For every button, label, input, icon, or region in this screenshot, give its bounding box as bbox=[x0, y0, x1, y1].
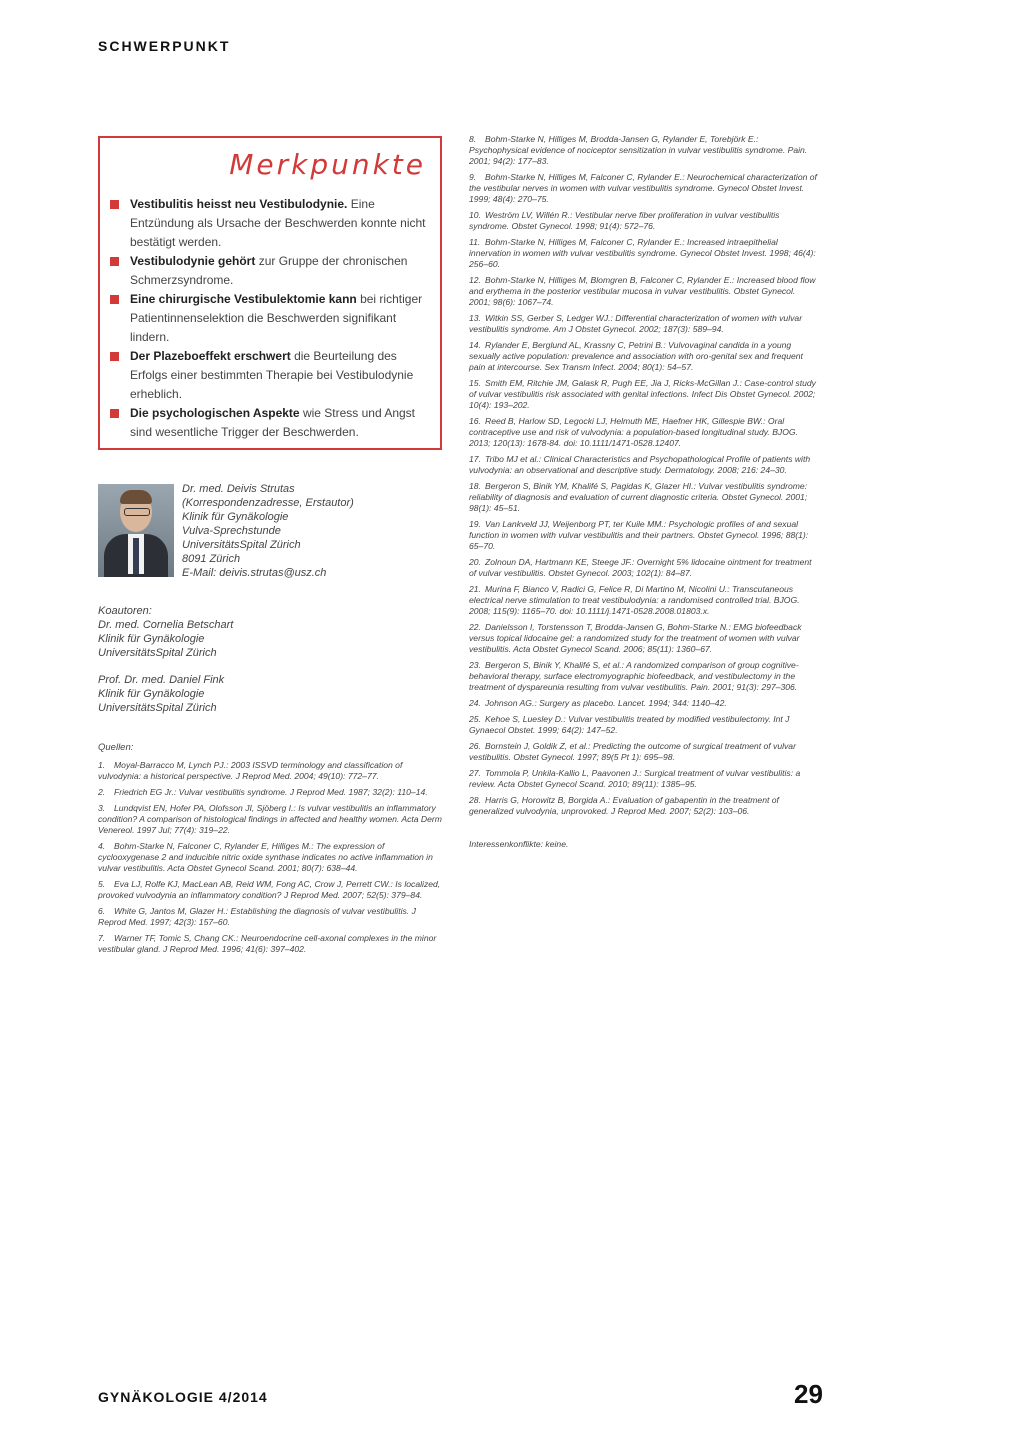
reference-text: Reed B, Harlow SD, Legocki LJ, Helmuth ME, Haefner HK, Gillespie BW.: Oral contraceptive use and risk of vulvodynia: a population-based longitudinal study. BJOG. 2013; 120(13): 1678-84. doi: 10.1111/1471-0528.12407. bbox=[469, 416, 798, 448]
reference-number: 7. bbox=[98, 933, 106, 943]
reference-text: Zolnoun DA, Hartmann KE, Steege JF.: Overnight 5% lidocaine ointment for treatment of vulvar vestibulitis. Obstet Gynecol. 2003; 102(1): 84–87. bbox=[469, 557, 812, 578]
merkpunkt-item bbox=[108, 404, 426, 442]
journal-issue: GYNÄKOLOGIE 4/2014 bbox=[98, 1389, 268, 1405]
reference-text: Bergeron S, Binik Y, Khalifé S, et al.: A randomized comparison of group cognitive-behavioral therapy, surface electromyographic biofeedback, and vestibulectomy in the treatment of dyspareunia resulting from vulvar vestibulitis. Pain. 2001; 91(3): 297–306. bbox=[469, 660, 799, 692]
section-header: SCHWERPUNKT bbox=[98, 38, 231, 54]
author-unit: Vulva-Sprechstunde bbox=[182, 525, 281, 537]
reference-text: Murina F, Bianco V, Radici G, Felice R, Di Martino M, Nicolini U.: Transcutaneous electrical nerve stimulation to treat vestibulodynia: a randomised controlled trial. BJOG. 2008; 115(9): 1165–70. doi: 10.1111/j.1471-0528.2008.01803.x. bbox=[469, 584, 800, 616]
coauthor-hospital: UniversitätsSpital Zürich bbox=[98, 647, 217, 659]
reference-item bbox=[469, 741, 818, 763]
reference-number: 11. bbox=[469, 237, 481, 247]
reference-item bbox=[469, 340, 818, 373]
merkpunkt-text: Eine Entzündung als Ursache der Beschwerden konnte nicht bestätigt werden. bbox=[130, 197, 426, 249]
reference-number: 1. bbox=[98, 760, 106, 770]
reference-number: 6. bbox=[98, 906, 106, 916]
author-city: 8091 Zürich bbox=[182, 553, 241, 565]
reference-text: Moyal-Barracco M, Lynch PJ.: 2003 ISSVD terminology and classification of vulvodynia: a historical perspective. J Reprod Med. 2004; 49(10): 772–77. bbox=[98, 760, 403, 781]
merkpunkt-item bbox=[108, 347, 426, 404]
reference-number: 12. bbox=[469, 275, 481, 285]
reference-number: 24. bbox=[469, 698, 481, 708]
reference-number: 16. bbox=[469, 416, 481, 426]
reference-text: Danielsson I, Torstensson T, Brodda-Jansen G, Bohm-Starke N.: EMG biofeedback versus topical lidocaine gel: a randomized study for the treatment of women with vulvar vestibulitis. Acta Obstet Gynecol Scand. 2006; 85(11): 1360–67. bbox=[469, 622, 802, 654]
reference-text: Eva LJ, Rolfe KJ, MacLean AB, Reid WM, Fong AC, Crow J, Perrett CW.: Is localized, provoked vulvodynia an inflammatory condition? J Reprod Med. 2007; 52(5): 379–84. bbox=[98, 879, 441, 900]
merkpunkt-item bbox=[108, 252, 426, 290]
reference-item bbox=[98, 803, 446, 836]
reference-number: 2. bbox=[98, 787, 106, 797]
author-photo bbox=[98, 484, 174, 577]
conflict-of-interest: Interessenkonflikte: keine. bbox=[469, 839, 569, 849]
reference-item bbox=[469, 237, 818, 270]
reference-text: Bohm-Starke N, Falconer C, Rylander E, Hilliges M.: The expression of cyclooxygenase 2 and inducible nitric oxide synthase indicates no active inflammation in vulvar vestibulitis. Acta Obstet Gynecol Scand. 2001; 80(7): 638–44. bbox=[98, 841, 433, 873]
merkpunkt-item bbox=[108, 195, 426, 252]
reference-text: Lundqvist EN, Hofer PA, Olofsson JI, Sjöberg I.: Is vulvar vestibulitis an inflammatory condition? A comparison of histological findings in affected and healthy women. Acta Derm Venereol. 1997 Jul; 77(4): 319–22. bbox=[98, 803, 442, 835]
reference-item bbox=[98, 841, 446, 874]
reference-number: 14. bbox=[469, 340, 481, 350]
reference-item bbox=[98, 760, 446, 782]
reference-number: 17. bbox=[469, 454, 481, 464]
reference-item bbox=[469, 210, 818, 232]
reference-number: 13. bbox=[469, 313, 481, 323]
reference-text: Harris G, Horowitz B, Borgida A.: Evaluation of gabapentin in the treatment of generalized vulvodynia, unprovoked. J Reprod Med. 2007; 52(2): 103–06. bbox=[469, 795, 779, 816]
reference-text: Johnson AG.: Surgery as placebo. Lancet. 1994; 344: 1140–42. bbox=[485, 698, 727, 708]
reference-number: 19. bbox=[469, 519, 481, 529]
reference-item bbox=[98, 787, 446, 798]
reference-item bbox=[469, 795, 818, 817]
reference-number: 20. bbox=[469, 557, 481, 567]
merkpunkt-bold: Die psychologischen Aspekte bbox=[130, 406, 300, 420]
reference-text: Bohm-Starke N, Hilliges M, Falconer C, Rylander E.: Neurochemical characterization of the vestibular nerves in women with vulvar vestibulitis syndrome. Gynecol Obstet Invest. 1999; 48(4): 270–75. bbox=[469, 172, 817, 204]
coauthor-name: Dr. med. Cornelia Betschart bbox=[98, 619, 234, 631]
coauthors-label: Koautoren: bbox=[98, 605, 152, 617]
reference-item bbox=[469, 714, 818, 736]
author-role: (Korrespondenzadresse, Erstautor) bbox=[182, 497, 354, 509]
reference-item bbox=[98, 906, 446, 928]
references-left bbox=[98, 742, 446, 960]
reference-number: 26. bbox=[469, 741, 481, 751]
reference-number: 21. bbox=[469, 584, 481, 594]
merkpunkt-text: zur Gruppe der chronischen Schmerzsyndrome. bbox=[130, 254, 408, 287]
reference-item bbox=[469, 416, 818, 449]
author-info bbox=[182, 482, 354, 580]
coauthor-hospital: UniversitätsSpital Zürich bbox=[98, 702, 217, 714]
reference-text: Weström LV, Willén R.: Vestibular nerve fiber proliferation in vulvar vestibulitis syndrome. Obstet Gynecol. 1998; 91(4): 572–76. bbox=[469, 210, 780, 231]
reference-text: Tribo MJ et al.: Clinical Characteristics and Psychopathological Profile of patients with vulvodynia: an observational and descriptive study. Dermatology. 2008; 216: 24–30. bbox=[469, 454, 811, 475]
reference-item bbox=[469, 519, 818, 552]
square-bullet-icon bbox=[110, 352, 119, 361]
reference-number: 25. bbox=[469, 714, 481, 724]
reference-number: 8. bbox=[469, 134, 477, 144]
reference-text: Friedrich EG Jr.: Vulvar vestibulitis syndrome. J Reprod Med. 1987; 32(2): 110–14. bbox=[114, 787, 428, 797]
reference-item bbox=[469, 768, 818, 790]
references-right bbox=[469, 134, 818, 849]
merkpunkte-list bbox=[108, 195, 426, 442]
reference-item bbox=[469, 584, 818, 617]
author-hospital: UniversitätsSpital Zürich bbox=[182, 539, 301, 551]
reference-text: Smith EM, Ritchie JM, Galask R, Pugh EE, Jia J, Ricks-McGillan J.: Case-control study of vulvar vestibulitis risk associated with genital infections. Infect Dis Obstet Gynecol. 2002; 10(4): 193–202. bbox=[469, 378, 816, 410]
reference-number: 18. bbox=[469, 481, 481, 491]
author-email: E-Mail: deivis.strutas@usz.ch bbox=[182, 567, 327, 579]
author-dept: Klinik für Gynäkologie bbox=[182, 511, 289, 523]
merkpunkt-bold: Vestibulitis heisst neu Vestibulodynie. bbox=[130, 197, 348, 211]
reference-text: Tommola P, Unkila-Kallio L, Paavonen J.: Surgical treatment of vulvar vestibulitis: a review. Acta Obstet Gynecol Scand. 2010; 89(11): 1385–95. bbox=[469, 768, 801, 789]
reference-number: 9. bbox=[469, 172, 477, 182]
reference-item bbox=[98, 933, 446, 955]
reference-text: Bohm-Starke N, Hilliges M, Brodda-Jansen G, Rylander E, Torebjörk E.: Psychophysical evidence of nociceptor sensitization in vulvar vestibulitis syndrome. Pain. 2001; 94(2): 177–83. bbox=[469, 134, 808, 166]
coauthor-dept: Klinik für Gynäkologie bbox=[98, 633, 205, 645]
reference-item bbox=[469, 622, 818, 655]
merkpunkte-box bbox=[98, 136, 442, 450]
reference-text: Bohm-Starke N, Hilliges M, Blomgren B, Falconer C, Rylander E.: Increased blood flow and erythema in the posterior vestibular mucosa in vulvar vestibulitis. Obstet Gynecol. 2001; 98(6): 1067–74. bbox=[469, 275, 816, 307]
reference-item bbox=[469, 275, 818, 308]
reference-number: 22. bbox=[469, 622, 481, 632]
reference-number: 27. bbox=[469, 768, 481, 778]
coauthors-block bbox=[98, 604, 233, 715]
merkpunkt-bold: Vestibulodynie gehört bbox=[130, 254, 256, 268]
square-bullet-icon bbox=[110, 257, 119, 266]
reference-text: Rylander E, Berglund AL, Krassny C, Petrini B.: Vulvovaginal candida in a young sexually active population: prevalence and association with oro-genital sex and frequent pain at intercourse. Sex Transm Infect. 2004; 80(1): 54–57. bbox=[469, 340, 803, 372]
reference-number: 10. bbox=[469, 210, 481, 220]
page-number: 29 bbox=[794, 1379, 823, 1409]
reference-number: 5. bbox=[98, 879, 106, 889]
coauthor-name: Prof. Dr. med. Daniel Fink bbox=[98, 674, 225, 686]
reference-item bbox=[469, 481, 818, 514]
merkpunkt-bold: Der Plazeboeffekt erschwert bbox=[130, 349, 291, 363]
reference-item bbox=[469, 557, 818, 579]
reference-number: 28. bbox=[469, 795, 481, 805]
merkpunkt-bold: Eine chirurgische Vestibulektomie kann bbox=[130, 292, 357, 306]
square-bullet-icon bbox=[110, 409, 119, 418]
merkpunkte-title: Merkpunkte bbox=[229, 148, 426, 181]
merkpunkt-text: die Beurteilung des Erfolgs einer bestimmten Therapie bei Vestibulodynie erheblich. bbox=[130, 349, 414, 401]
reference-item bbox=[469, 378, 818, 411]
reference-item bbox=[469, 698, 818, 709]
reference-item bbox=[469, 134, 818, 167]
reference-item bbox=[469, 454, 818, 476]
coauthor-dept: Klinik für Gynäkologie bbox=[98, 688, 205, 700]
reference-number: 23. bbox=[469, 660, 481, 670]
square-bullet-icon bbox=[110, 200, 119, 209]
reference-number: 15. bbox=[469, 378, 481, 388]
merkpunkt-text: wie Stress und Angst sind wesentliche Trigger der Beschwerden. bbox=[130, 406, 416, 439]
reference-item bbox=[469, 660, 818, 693]
reference-item bbox=[469, 313, 818, 335]
reference-number: 3. bbox=[98, 803, 106, 813]
reference-text: Witkin SS, Gerber S, Ledger WJ.: Differential characterization of women with vulvar vestibulitis syndrome. Am J Obstet Gynecol. 2002; 187(3): 589–94. bbox=[469, 313, 803, 334]
references-heading: Quellen: bbox=[98, 742, 134, 753]
reference-text: Bornstein J, Goldik Z, et al.: Predicting the outcome of surgical treatment of vulvar vestibulitis. Obstet Gynecol. 1997; 89(5 Pt 1): 695–98. bbox=[469, 741, 796, 762]
merkpunkt-item bbox=[108, 290, 426, 347]
reference-text: Kehoe S, Luesley D.: Vulvar vestibulitis treated by modified vestibulectomy. Int J Gynaecol Obstet. 1999; 64(2): 147–52. bbox=[469, 714, 790, 735]
reference-text: Warner TF, Tomic S, Chang CK.: Neuroendocrine cell-axonal complexes in the minor vestibular gland. J Reprod Med. 1996; 41(6): 397–402. bbox=[98, 933, 437, 954]
reference-text: Bohm-Starke N, Hilliges M, Falconer C, Rylander E.: Increased intraepithelial innervation in women with vulvar vestibulitis syndrome. Gynecol Obstet Invest. 1998; 46(4): 256–60. bbox=[469, 237, 816, 269]
square-bullet-icon bbox=[110, 295, 119, 304]
reference-number: 4. bbox=[98, 841, 106, 851]
reference-text: White G, Jantos M, Glazer H.: Establishing the diagnosis of vulvar vestibulitis. J Reprod Med. 1997; 42(3): 157–60. bbox=[98, 906, 416, 927]
reference-item bbox=[98, 879, 446, 901]
reference-text: Van Lankveld JJ, Weijenborg PT, ter Kuile MM.: Psychologic profiles of and sexual function in women with vulvar vestibulitis and their partners. Obstet Gynecol. 1996; 88(1): 65–70. bbox=[469, 519, 809, 551]
reference-text: Bergeron S, Binik YM, Khalifé S, Pagidas K, Glazer HI.: Vulvar vestibulitis syndrome: reliability of diagnosis and evaluation of current diagnostic criteria. Obstet Gynecol. 2001; 98(1): 45–51. bbox=[469, 481, 808, 513]
merkpunkt-text: bei richtiger Patientinnenselektion die Beschwerden signifikant lindern. bbox=[130, 292, 423, 344]
reference-item bbox=[469, 172, 818, 205]
author-name: Dr. med. Deivis Strutas bbox=[182, 483, 295, 495]
